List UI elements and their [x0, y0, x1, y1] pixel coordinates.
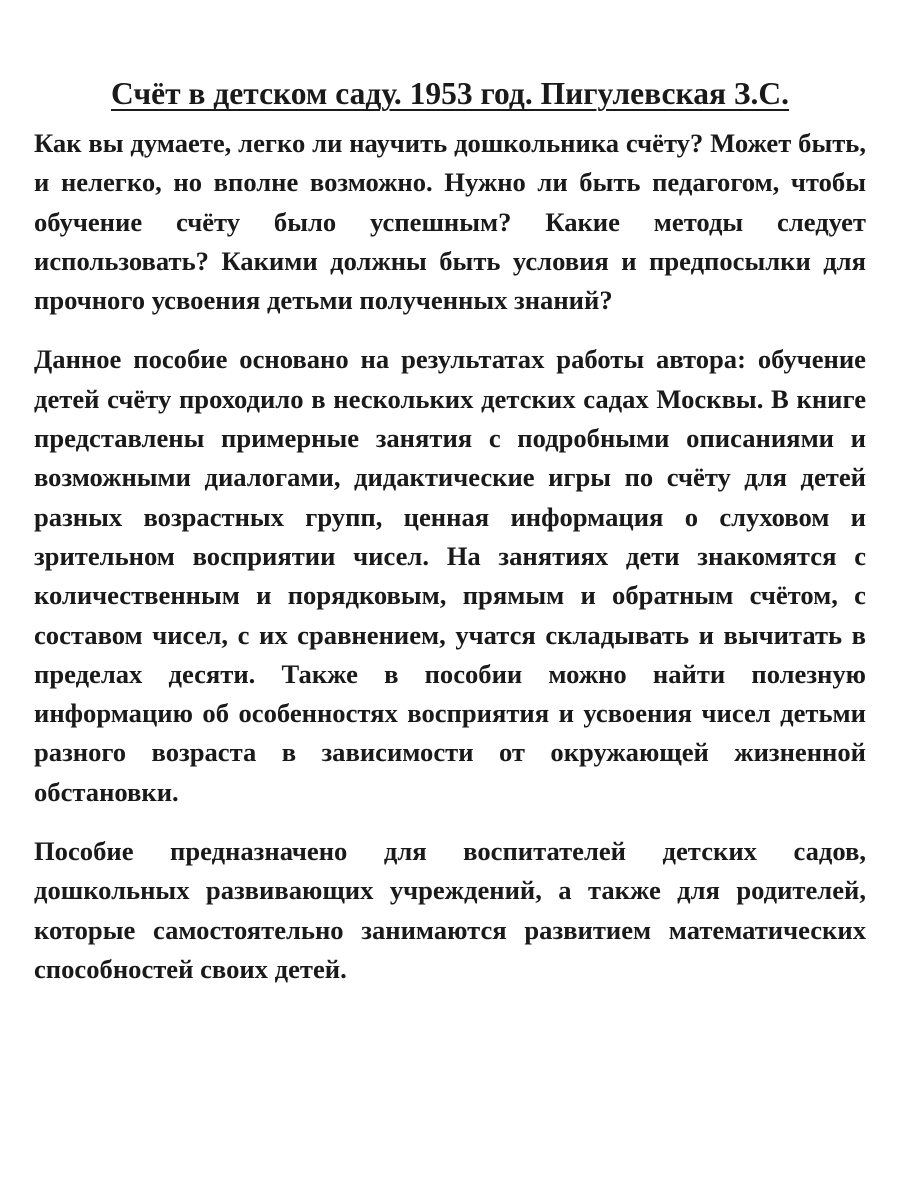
- document-page: [34, 72, 866, 1009]
- description-paragraph: Данное пособие основано на результатах работы автора: обучение детей счёту проходило в нескольких детских садах Москвы. В книге представлены примерные занятия с подробными описаниями и возможными диалогами, дидактические игры по счёту для детей разных возрастных групп, ценная информация о слуховом и зрительном восприятии чисел. На занятиях дети знакомятся с количественным и порядковым, прямым и обратным счётом, с составом чисел, с их сравнением, учатся складывать и вычитать в пределах десяти. Также в пособии можно найти полезную информацию об особенностях восприятия и усвоения чисел детьми разного возраста в зависимости от окружающей жизненной обстановки.: [34, 344, 866, 807]
- audience-paragraph: Пособие предназначено для воспитателей детских садов, дошкольных развивающих учреждений, а также для родителей, которые самостоятельно занимаются развитием математических способностей своих детей.: [34, 836, 866, 984]
- document-title: Счёт в детском саду. 1953 год. Пигулевская З.С.: [110, 76, 790, 111]
- intro-paragraph: Как вы думаете, легко ли научить дошкольника счёту? Может быть, и нелегко, но вполне возможно. Нужно ли быть педагогом, чтобы обучение счёту было успешным? Какие методы следует использовать? Какими должны быть условия и предпосылки для прочного усвоения детьми полученных знаний?: [34, 128, 866, 316]
